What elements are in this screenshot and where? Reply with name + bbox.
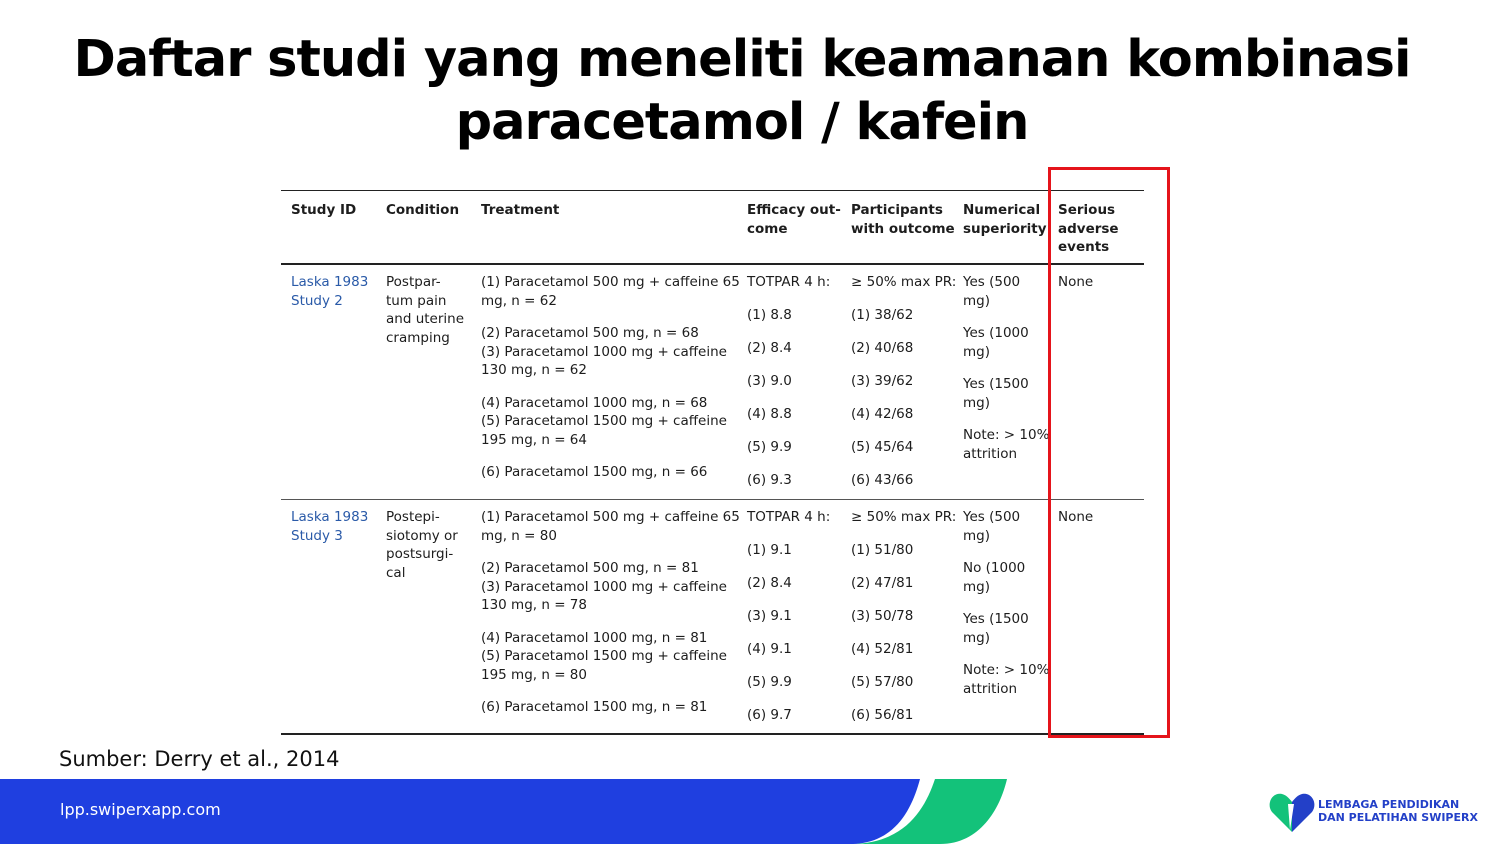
row-2-condition-line: postsurgi- (386, 546, 454, 562)
treatment-line: (2) Paracetamol 500 mg, n = 81 (481, 560, 699, 576)
efficacy-line: (4) 9.1 (747, 641, 792, 657)
participants-line: (1) 38/62 (851, 307, 914, 323)
participants-line: (1) 51/80 (851, 542, 914, 558)
efficacy-line: TOTPAR 4 h: (747, 509, 831, 525)
numerical-line: mg) (963, 394, 990, 411)
efficacy-line: (3) 9.0 (747, 373, 792, 389)
row-2-efficacy (747, 508, 830, 739)
treatment-line: (6) Paracetamol 1500 mg, n = 66 (481, 464, 708, 480)
table-bottom-rule (281, 733, 1144, 735)
header-efficacy (747, 201, 841, 238)
row-1-condition-line: and uterine (386, 311, 465, 327)
row-1-study-id[interactable] (291, 273, 368, 310)
header-participants (851, 201, 955, 238)
treatment-line: (5) Paracetamol 1500 mg + caffeine (481, 413, 727, 429)
header-treatment: Treatment (481, 202, 560, 218)
numerical-line: mg) (963, 343, 990, 360)
header-participants-line-2: with outcome (851, 220, 955, 237)
row-1-treatment-group (481, 273, 740, 310)
participants-line: (3) 39/62 (851, 373, 914, 389)
row-1-treatment-group (481, 394, 740, 450)
efficacy-line: (4) 8.8 (747, 406, 792, 422)
slide-title (0, 28, 1484, 154)
table-top-rule (281, 190, 1144, 191)
swiperx-logo (1268, 790, 1488, 834)
row-2-treatment-group (481, 508, 740, 545)
row-2-condition (386, 508, 458, 582)
efficacy-line: (1) 8.8 (747, 307, 792, 323)
treatment-line: (5) Paracetamol 1500 mg + caffeine (481, 648, 727, 664)
header-numerical-line-2: superiority (963, 220, 1047, 237)
treatment-line: 195 mg, n = 64 (481, 431, 587, 448)
row-1-treatment-group (481, 463, 740, 482)
numerical-group (963, 324, 1049, 361)
efficacy-line: (5) 9.9 (747, 439, 792, 455)
source-citation: Sumber: Derry et al., 2014 (59, 747, 340, 771)
numerical-group (963, 610, 1049, 647)
header-condition: Condition (386, 202, 460, 218)
numerical-line: Note: > 10% (963, 662, 1050, 678)
participants-line: (3) 50/78 (851, 608, 914, 624)
row-2-condition-line: Postepi- (386, 509, 440, 525)
table-row-divider (281, 499, 1144, 500)
row-1-numerical (963, 273, 1049, 477)
participants-line: (4) 42/68 (851, 406, 914, 422)
treatment-line: 130 mg, n = 78 (481, 597, 587, 613)
row-2-participants (851, 508, 956, 739)
logo-line-2: DAN PELATIHAN SWIPERX (1318, 811, 1478, 824)
row-2-numerical (963, 508, 1049, 712)
participants-line: (6) 43/66 (851, 472, 914, 488)
row-2-condition-line: siotomy or (386, 527, 458, 544)
heart-logo-icon (1268, 790, 1316, 834)
row-1-condition-line: Postpar- (386, 274, 441, 290)
treatment-line: (1) Paracetamol 500 mg + caffeine 65 (481, 274, 740, 290)
numerical-line: Note: > 10% (963, 427, 1050, 443)
efficacy-line: (6) 9.7 (747, 707, 792, 723)
treatment-line: (4) Paracetamol 1000 mg, n = 81 (481, 629, 708, 646)
treatment-line: mg, n = 80 (481, 527, 557, 544)
numerical-line: Yes (500 (963, 274, 1021, 290)
numerical-line: mg) (963, 527, 990, 544)
header-efficacy-line-2: come (747, 220, 788, 237)
row-2-treatment-group (481, 698, 740, 717)
participants-line: (2) 40/68 (851, 340, 914, 356)
treatment-line: (2) Paracetamol 500 mg, n = 68 (481, 325, 699, 341)
numerical-line: mg) (963, 629, 990, 646)
efficacy-line: (3) 9.1 (747, 608, 792, 624)
logo-line-1: LEMBAGA PENDIDIKAN (1318, 798, 1460, 811)
treatment-line: 195 mg, n = 80 (481, 666, 587, 683)
row-2-condition-line: cal (386, 564, 406, 581)
treatment-line: (1) Paracetamol 500 mg + caffeine 65 (481, 509, 740, 525)
numerical-line: attrition (963, 445, 1018, 462)
participants-line: (2) 47/81 (851, 575, 914, 591)
header-serious-line-1: Serious (1058, 202, 1116, 218)
row-1-condition-line: cramping (386, 329, 450, 346)
header-participants-line-1: Participants (851, 202, 943, 218)
logo-text (1318, 798, 1478, 824)
header-efficacy-line-1: Efficacy out- (747, 202, 841, 218)
participants-line: ≥ 50% max PR: (851, 274, 957, 290)
numerical-group (963, 661, 1049, 698)
treatment-line: mg, n = 62 (481, 292, 557, 309)
slide-title-line-1: Daftar studi yang meneliti keamanan kombinasi (73, 30, 1411, 89)
participants-line: (5) 57/80 (851, 674, 914, 690)
header-study-id: Study ID (291, 202, 357, 218)
efficacy-line: (5) 9.9 (747, 674, 792, 690)
row-2-treatment-group (481, 559, 740, 615)
row-1-participants (851, 273, 956, 504)
numerical-line: mg) (963, 578, 990, 595)
slide-title-line-2: paracetamol / kafein (455, 93, 1029, 152)
numerical-group (963, 508, 1049, 545)
row-1-condition-line: tum pain (386, 292, 447, 309)
participants-line: (5) 45/64 (851, 439, 914, 455)
treatment-line: (3) Paracetamol 1000 mg + caffeine (481, 343, 727, 360)
row-1-study-line-2[interactable]: Study 2 (291, 292, 343, 309)
row-1-condition (386, 273, 464, 347)
numerical-group (963, 273, 1049, 310)
row-2-study-line-1[interactable]: Laska 1983 (291, 509, 369, 525)
row-2-study-line-2[interactable]: Study 3 (291, 527, 343, 544)
row-2-treatment (481, 508, 740, 731)
numerical-line: Yes (1000 (963, 325, 1029, 341)
efficacy-line: (2) 8.4 (747, 575, 792, 591)
footer-url[interactable]: lpp.swiperxapp.com (60, 800, 221, 819)
numerical-line: Yes (500 (963, 509, 1021, 525)
row-2-treatment-group (481, 629, 740, 685)
row-1-treatment (481, 273, 740, 496)
numerical-line: Yes (1500 (963, 611, 1029, 627)
efficacy-line: (2) 8.4 (747, 340, 792, 356)
participants-line: ≥ 50% max PR: (851, 509, 957, 525)
numerical-group (963, 426, 1049, 463)
treatment-line: (6) Paracetamol 1500 mg, n = 81 (481, 699, 708, 715)
numerical-line: Yes (1500 (963, 376, 1029, 392)
header-serious-line-2: adverse (1058, 220, 1119, 237)
table-header-rule (281, 263, 1144, 265)
numerical-line: No (1000 (963, 560, 1026, 576)
row-2-serious-adverse-events: None (1058, 509, 1094, 525)
participants-line: (4) 52/81 (851, 641, 914, 657)
participants-line: (6) 56/81 (851, 707, 914, 723)
numerical-group (963, 559, 1049, 596)
efficacy-line: (6) 9.3 (747, 472, 792, 488)
numerical-line: mg) (963, 292, 990, 309)
numerical-group (963, 375, 1049, 412)
highlight-box (1048, 167, 1170, 738)
row-1-serious-adverse-events: None (1058, 274, 1094, 290)
header-serious-line-3: events (1058, 239, 1110, 255)
efficacy-line: (1) 9.1 (747, 542, 792, 558)
row-1-study-line-1[interactable]: Laska 1983 (291, 274, 369, 290)
row-2-study-id[interactable] (291, 508, 368, 545)
numerical-line: attrition (963, 680, 1018, 697)
header-numerical (963, 201, 1047, 238)
treatment-line: 130 mg, n = 62 (481, 362, 587, 378)
row-1-efficacy (747, 273, 830, 504)
row-1-treatment-group (481, 324, 740, 380)
efficacy-line: TOTPAR 4 h: (747, 274, 831, 290)
treatment-line: (3) Paracetamol 1000 mg + caffeine (481, 578, 727, 595)
header-numerical-line-1: Numerical (963, 202, 1041, 218)
treatment-line: (4) Paracetamol 1000 mg, n = 68 (481, 394, 708, 411)
